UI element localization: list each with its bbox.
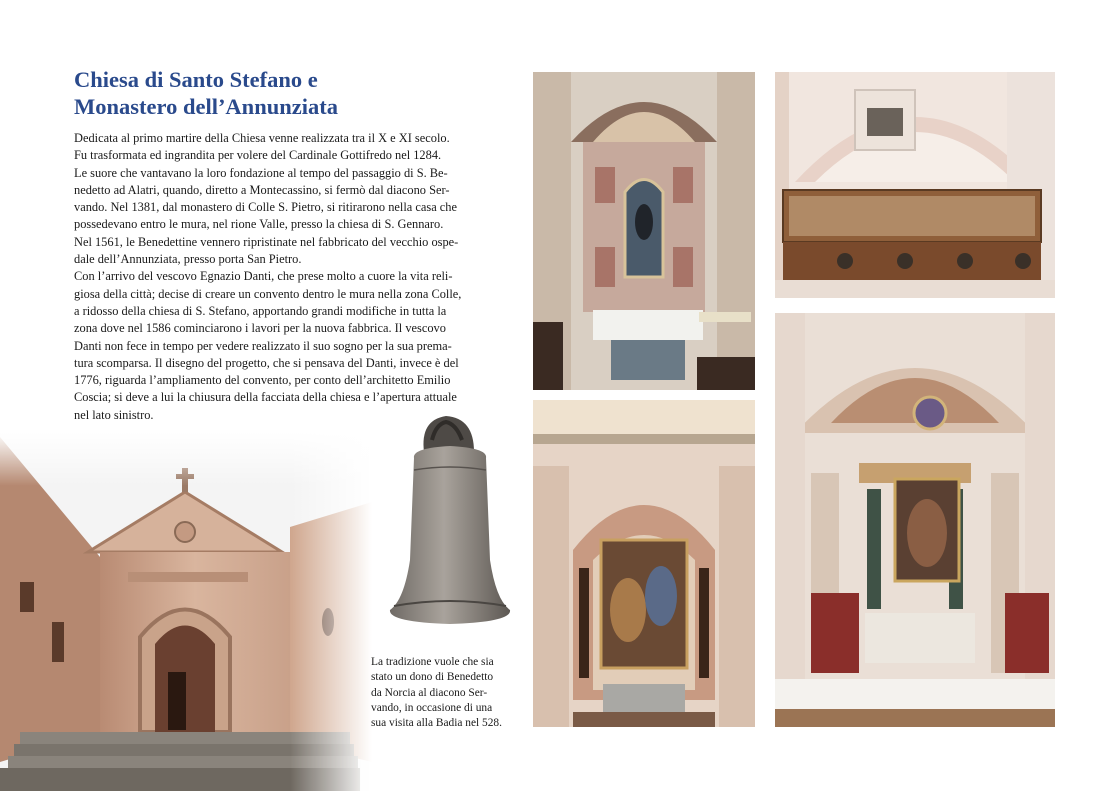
body-line: Le suore che vantavano la loro fondazione al tempo del passaggio di S. Be- [74,165,448,180]
caption-line: da Norcia al diacono Ser- [371,686,488,699]
body-line: Fu trasformata ed ingrandita per volere del Cardinale Gottifredo nel 1284. [74,148,442,163]
caption-line: stato un dono di Benedetto [371,671,494,684]
choir-loft-photo [775,72,1055,298]
body-line: Nel 1561, le Benedettine vennero ripristinate nel fabbricato del vecchio ospe- [74,234,459,249]
church-facade-photo [0,432,372,791]
caption-line: La tradizione vuole che sia [371,656,494,668]
body-line: vando. Nel 1381, dal monastero di Colle S. Pietro, si ritirarono nella casa che [74,200,457,215]
body-line: 1776, riguarda l’ampliamento del convento, per conto dell’architetto Emilio [74,373,451,388]
caption-line: vando, in occasione di una [371,701,493,714]
body-line: possedevano entro le mura, nel rione Valle, presso la chiesa di S. Gennaro. [74,217,444,232]
body-text [74,130,520,424]
body-line: dale dell’Annunziata, presso porta San Pietro. [74,252,302,267]
body-line: Coscia; si deve a lui la chiusura della facciata della chiesa e l’apertura attuale [74,390,457,405]
body-line: nel lato sinistro. [74,407,154,422]
body-line: zona dove nel 1586 cominciarono i lavori per la nuova fabbrica. Il vescovo [74,321,446,336]
body-line: giosa della città; decise di creare un convento dentro le mura nella zona Colle, [74,286,462,301]
altar-chapel-photo [533,72,755,390]
body-line: tura scomparsa. Il disegno del progetto, che si pensava del Danti, invece è del [74,355,459,370]
caption-line: sua visita alla Badia nel 528. [371,717,502,730]
page-title [74,66,514,120]
body-line: a ridosso della chiesa di S. Stefano, apportando grandi modifiche in tutta la [74,303,447,318]
bell-caption [371,655,533,731]
title-line-2: Monastero dell’Annunziata [74,94,338,119]
side-altar-painting-photo [533,400,755,727]
bell-photo [384,410,516,642]
body-line: Con l’arrivo del vescovo Egnazio Danti, che prese molto a cuore la vita reli- [74,269,453,284]
body-line: Danti non fece in tempo per vedere realizzato il suo sogno per la sua prema- [74,338,452,353]
main-altar-photo [775,313,1055,727]
body-line: Dedicata al primo martire della Chiesa venne realizzata tra il X e XI secolo. [74,131,450,145]
body-line: nedetto ad Alatri, quando, diretto a Montecassino, si fermò dal diacono Ser- [74,182,450,197]
title-line-1: Chiesa di Santo Stefano e [74,67,318,92]
